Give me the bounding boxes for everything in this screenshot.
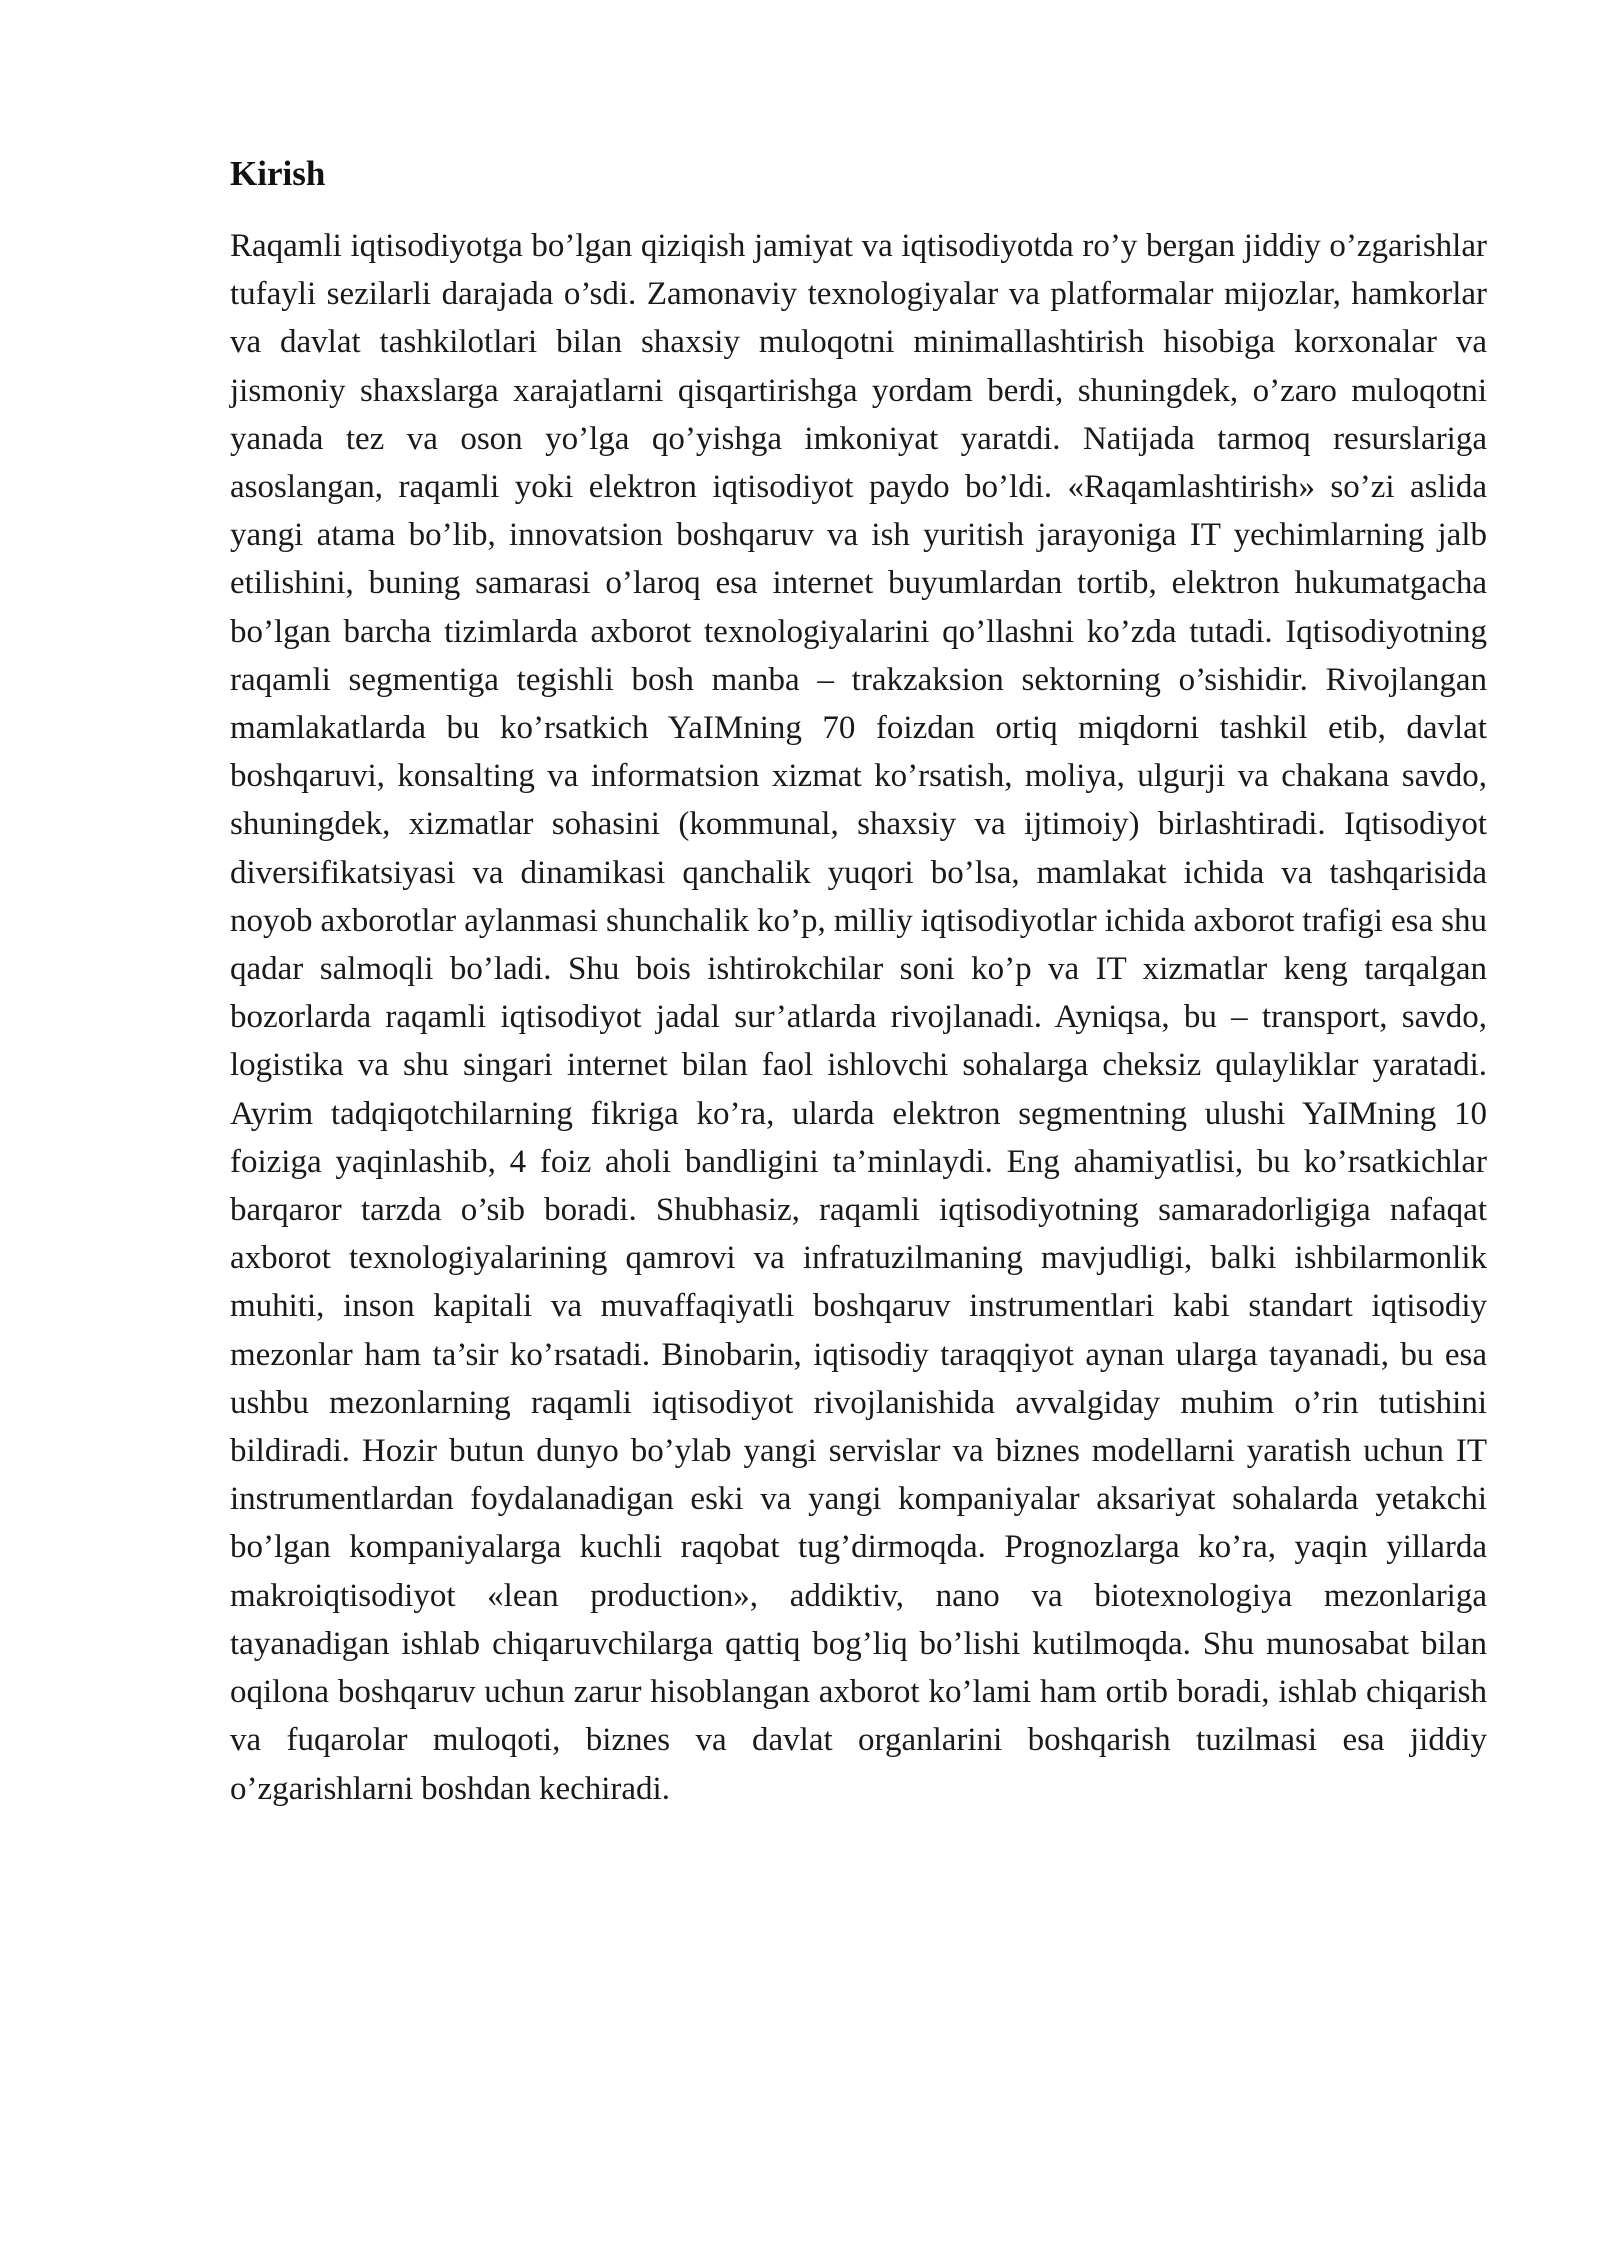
- section-heading: Kirish: [230, 154, 326, 193]
- body-paragraph: Raqamli iqtisodiyotga bo’lgan qiziqish jamiyat va iqtisodiyotda ro’y bergan jiddiy o’zgarishlar tufayli sezilarli darajada o’sdi. Zamonaviy texnologiyalar va platformalar mijozlar, hamkorlar va davlat tashkilotlari bilan shaxsiy muloqotni minimallashtirish hisobiga korxonalar va jismoniy shaxslarga xarajatlarni qisqartirishga yordam berdi, shuningdek, o’zaro muloqotni yanada tez va oson yo’lga qo’yishga imkoniyat yaratdi. Natijada tarmoq resurslariga asoslangan, raqamli yoki elektron iqtisodiyot paydo bo’ldi. «Raqamlashtirish» so’zi aslida yangi atama bo’lib, innovatsion boshqaruv va ish yuritish jarayoniga IT yechimlarning jalb etilishini, buning samarasi o’laroq esa internet buyumlardan tortib, elektron hukumatgacha bo’lgan barcha tizimlarda axborot texnologiyalarini qo’llashni ko’zda tutadi. Iqtisodiyotning raqamli segmentiga tegishli bosh manba – trakzaksion sektorning o’sishidir. Rivojlangan mamlakatlarda bu ko’rsatkich YaIMning 70 foizdan ortiq miqdorni tashkil etib, davlat boshqaruvi, konsalting va informatsion xizmat ko’rsatish, moliya, ulgurji va chakana savdo, shuningdek, xizmatlar sohasini (kommunal, shaxsiy va ijtimoiy) birlashtiradi. Iqtisodiyot diversifikatsiyasi va dinamikasi qanchalik yuqori bo’lsa, mamlakat ichida va tashqarisida noyob axborotlar aylanmasi shunchalik ko’p, milliy iqtisodiyotlar ichida axborot trafigi esa shu qadar salmoqli bo’ladi. Shu bois ishtirokchilar soni ko’p va IT xizmatlar keng tarqalgan bozorlarda raqamli iqtisodiyot jadal sur’atlarda rivojlanadi. Ayniqsa, bu – transport, savdo, logistika va shu singari internet bilan faol ishlovchi sohalarga cheksiz qulayliklar yaratadi. Ayrim tadqiqotchilarning fikriga ko’ra, ularda elektron segmentning ulushi YaIMning 10 foiziga yaqinlashib, 4 foiz aholi bandligini ta’minlaydi. Eng ahamiyatlisi, bu ko’rsatkichlar barqaror tarzda o’sib boradi. Shubhasiz, raqamli iqtisodiyotning samaradorligiga nafaqat axborot texnologiyalarining qamrovi va infratuzilmaning mavjudligi, balki ishbilarmonlik muhiti, inson kapitali va muvaffaqiyatli boshqaruv instrumentlari kabi standart iqtisodiy mezonlar ham ta’sir ko’rsatadi. Binobarin, iqtisodiy taraqqiyot aynan ularga tayanadi, bu esa ushbu mezonlarning raqamli iqtisodiyot rivojlanishida avvalgiday muhim o’rin tutishini bildiradi. Hozir butun dunyo bo’ylab yangi servislar va biznes modellarni yaratish uchun IT instrumentlardan foydalanadigan eski va yangi kompaniyalar aksariyat sohalarda yetakchi bo’lgan kompaniyalarga kuchli raqobat tug’dirmoqda. Prognozlarga ko’ra, yaqin yillarda makroiqtisodiyot «lean production», addiktiv, nano va biotexnologiya mezonlariga tayanadigan ishlab chiqaruvchilarga qattiq bog’liq bo’lishi kutilmoqda. Shu munosabat bilan oqilona boshqaruv uchun zarur hisoblangan axborot ko’lami ham ortib boradi, ishlab chiqarish va fuqarolar muloqoti, biznes va davlat organlarini boshqarish tuzilmasi esa jiddiy o’zgarishlarni boshdan kechiradi.: [230, 228, 1487, 1807]
